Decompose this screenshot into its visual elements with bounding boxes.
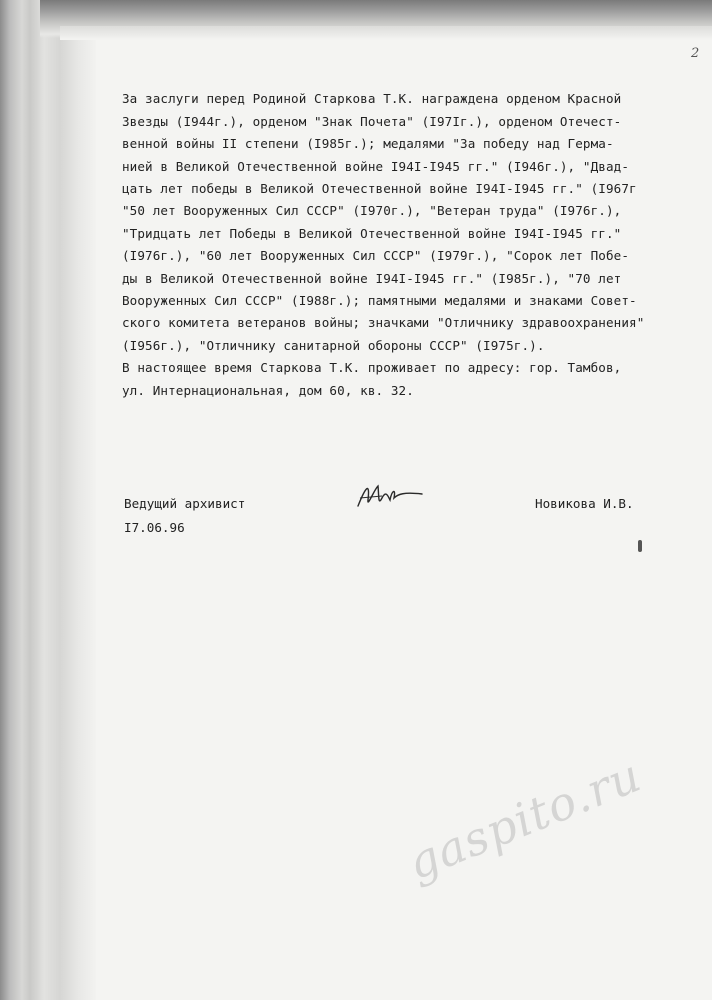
site-watermark: gaspito.ru bbox=[400, 747, 649, 891]
body-line: Вооруженных Сил СССР" (I988г.); памятными медалями и знаками Совет- bbox=[122, 293, 637, 309]
body-line: ского комитета ветеранов войны; значками "Отличнику здравоохранения" bbox=[122, 315, 645, 331]
document-date: I7.06.96 bbox=[124, 520, 185, 535]
body-line: цать лет победы в Великой Отечественной войне I94I-I945 гг." (I967г bbox=[122, 181, 637, 197]
body-line: "Тридцать лет Победы в Великой Отечественной войне I94I-I945 гг." bbox=[122, 225, 622, 241]
page-number: 2 bbox=[691, 46, 700, 61]
body-line: ул. Интернациональная, дом 60, кв. 32. bbox=[122, 382, 414, 398]
body-line: (I976г.), "60 лет Вооруженных Сил СССР" (I979г.), "Сорок лет Побе- bbox=[122, 248, 630, 264]
body-line: (I956г.), "Отличнику санитарной обороны СССР" (I975г.). bbox=[122, 337, 545, 353]
page-fold-shadow bbox=[60, 26, 712, 40]
document-body bbox=[122, 66, 697, 425]
body-line: В настоящее время Старкова Т.К. проживает по адресу: гор. Тамбов, bbox=[122, 360, 622, 376]
scan-left-edge bbox=[0, 0, 96, 1000]
body-line: венной войны II степени (I985г.); медалями "За победу над Герма- bbox=[122, 136, 614, 152]
ink-smudge bbox=[638, 540, 642, 552]
signer-name: Новикова И.В. bbox=[535, 496, 634, 511]
body-line: За заслуги перед Родиной Старкова Т.К. награждена орденом Красной bbox=[122, 91, 622, 107]
body-line: Звезды (I944г.), орденом "Знак Почета" (I97Iг.), орденом Отечест- bbox=[122, 113, 622, 129]
body-line: нией в Великой Отечественной войне I94I-I945 гг." (I946г.), "Двад- bbox=[122, 158, 630, 174]
body-line: "50 лет Вооруженных Сил СССР" (I970г.), "Ветеран труда" (I976г.), bbox=[122, 203, 622, 219]
body-line: ды в Великой Отечественной войне I94I-I945 гг." (I985г.), "70 лет bbox=[122, 270, 622, 286]
signer-title: Ведущий архивист bbox=[124, 496, 246, 511]
handwritten-signature bbox=[352, 476, 424, 518]
